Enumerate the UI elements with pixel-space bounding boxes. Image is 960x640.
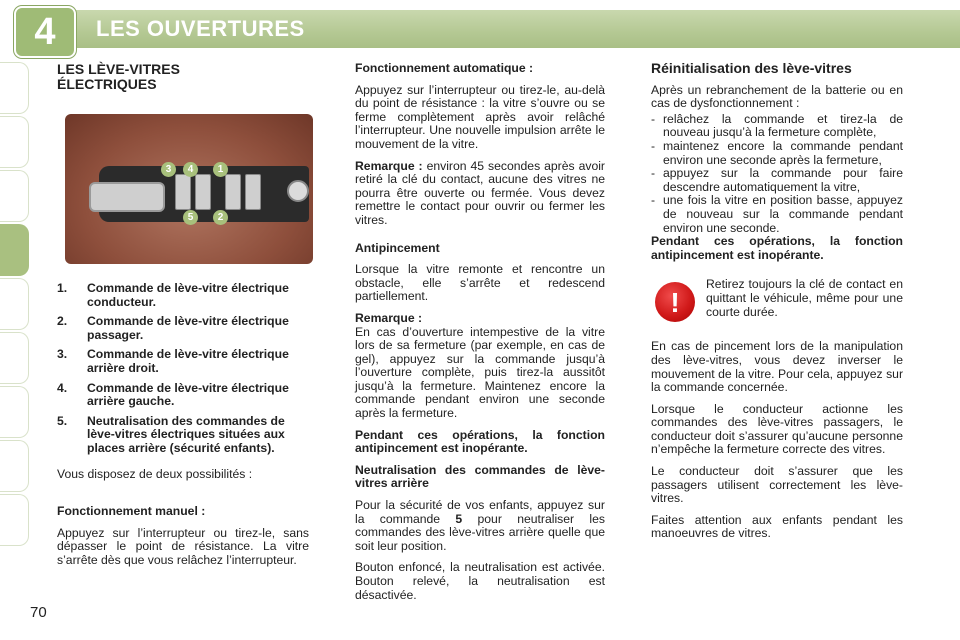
column-right bbox=[651, 62, 903, 541]
reinit-title: Réinitialisation des lève-vitres bbox=[651, 60, 852, 76]
manual-text: Appuyez sur l’interrupteur ou tirez-le, sans dépasser le point de résistance. La vitre s’arrête dès que vous relâchez l’interrupteur. bbox=[57, 525, 309, 567]
remark2-label: Remarque : bbox=[355, 310, 423, 325]
door-handle bbox=[89, 182, 165, 212]
column-left bbox=[57, 62, 309, 568]
intro-text: Vous disposez de deux possibilités : bbox=[57, 466, 253, 481]
warning-text: Retirez toujours la clé de contact en quittant le véhicule, même pour une courte durée. bbox=[706, 277, 903, 319]
window-switch-photo bbox=[65, 114, 313, 264]
para-pinch: En cas de pincement lors de la manipulation des lève-vitres, vous devez inverser le mouvement de la vitre. Pour cela, appuyez sur la commande concernée. bbox=[651, 339, 903, 395]
switch-3 bbox=[175, 174, 191, 210]
side-tab-3[interactable] bbox=[0, 170, 29, 222]
photo-marker: 4 bbox=[183, 162, 198, 177]
list-item: 5. Neutralisation des commandes de lève-vitres électriques situées aux places arrière (sécurité enfants). bbox=[57, 413, 285, 455]
anti-text: Lorsque la vitre remonte et rencontre un obstacle, elle s’arrête et redescend partiellement. bbox=[355, 262, 605, 304]
side-tab-8[interactable] bbox=[0, 440, 29, 492]
side-tab-9[interactable] bbox=[0, 494, 29, 546]
remark1: Remarque : environ 45 secondes après avoir retiré la clé du contact, aucune des vitres ne pourra être ouverte ou fermée. Vous devez remettre le contact pour ouvrir ou fermer les vitres. bbox=[355, 158, 605, 227]
list-item: - maintenez encore la commande pendant environ une seconde après la fermeture, bbox=[651, 140, 903, 167]
side-tab-1[interactable] bbox=[0, 62, 29, 114]
reinit-intro: Après un rebranchement de la batterie ou en cas de dysfonctionnement : bbox=[651, 82, 903, 111]
side-tab-5[interactable] bbox=[0, 278, 29, 330]
section-title-window-lifts bbox=[57, 62, 309, 92]
photo-marker: 1 bbox=[213, 162, 228, 177]
photo-marker: 3 bbox=[161, 162, 176, 177]
para-driver: Lorsque le conducteur actionne les commandes des lève-vitres passagers, le conducteur doit s’assurer qu’aucune personne n’empêche la fermeture correcte des vitres. bbox=[651, 401, 903, 457]
para-children: Faites attention aux enfants pendant les manoeuvres de vitres. bbox=[651, 512, 903, 541]
list-item: - une fois la vitre en position basse, appuyez de nouveau sur la commande pendant environ une seconde. bbox=[651, 194, 903, 235]
section-title-line1: LES LÈVE-VITRES bbox=[57, 61, 180, 77]
side-tab-6[interactable] bbox=[0, 332, 29, 384]
reinit-inop-note: Pendant ces opérations, la fonction antipincement est inopérante. bbox=[651, 234, 903, 262]
auto-title: Fonctionnement automatique : bbox=[355, 61, 534, 75]
photo-marker: 2 bbox=[213, 210, 228, 225]
neutral-text: Pour la sécurité de vos enfants, appuyez sur la commande 5 pour neutraliser les commandes des lève-vitres arrière quelle que soit leur position. bbox=[355, 498, 605, 553]
list-item: 3. Commande de lève-vitre électrique arrière droit. bbox=[57, 347, 289, 375]
page-number: 70 bbox=[30, 604, 47, 621]
auto-text: Appuyez sur l’interrupteur ou tirez-le, au-delà du point de résistance : la vitre s’ouvre ou se ferme complètement après avoir relâché l’interrupteur. Une nouvelle impulsion arrête le mouvement de la vitre. bbox=[355, 82, 605, 151]
mirror-knob bbox=[287, 180, 309, 202]
controls-list bbox=[57, 282, 309, 456]
list-item: 1. Commande de lève-vitre électrique conducteur. bbox=[57, 281, 289, 309]
list-item: - appuyez sur la commande pour faire descendre automatiquement la vitre, bbox=[651, 167, 903, 194]
side-tab-2[interactable] bbox=[0, 116, 29, 168]
switch-2 bbox=[245, 174, 261, 210]
list-item: 2. Commande de lève-vitre électrique passager. bbox=[57, 314, 289, 342]
side-tabs bbox=[0, 62, 34, 582]
reinit-steps bbox=[651, 113, 903, 235]
chapter-badge bbox=[14, 6, 76, 58]
neutral-text2: Bouton enfoncé, la neutralisation est activée. Bouton relevé, la neutralisation est désactivée. bbox=[355, 560, 605, 602]
switch-4 bbox=[195, 174, 211, 210]
exclamation-icon: ! bbox=[655, 282, 695, 322]
para-passengers: Le conducteur doit s’assurer que les passagers utilisent correctement les lève-vitres. bbox=[651, 464, 903, 506]
manual-title: Fonctionnement manuel : bbox=[57, 504, 206, 519]
side-tab-7[interactable] bbox=[0, 386, 29, 438]
chapter-number: 4 bbox=[34, 11, 56, 53]
header-bar bbox=[0, 0, 960, 58]
photo-marker: 5 bbox=[183, 210, 198, 225]
list-item: 4. Commande de lève-vitre électrique arrière gauche. bbox=[57, 380, 289, 409]
switch-1 bbox=[225, 174, 241, 210]
list-item: - relâchez la commande et tirez-la de nouveau jusqu’à la fermeture complète, bbox=[651, 113, 903, 140]
remark2-text: En cas d’ouverture intempestive de la vitre lors de sa fermeture (par exemple, en cas de gel), appuyez sur la commande jusqu’à l’ouverture complète, puis tirez-la aussitôt jusqu’à la fermeture. Maintenez encore la commande pendant environ une seconde après la fermeture. bbox=[355, 324, 605, 421]
warning-box bbox=[651, 278, 903, 336]
inop-note: Pendant ces opérations, la fonction antipincement est inopérante. bbox=[355, 427, 605, 456]
anti-title: Antipincement bbox=[355, 240, 440, 255]
neutral-title: Neutralisation des commandes de lève-vitres arrière bbox=[355, 462, 605, 491]
chapter-title: LES OUVERTURES bbox=[96, 16, 305, 41]
column-middle bbox=[355, 62, 605, 602]
side-tab-4[interactable] bbox=[0, 224, 29, 276]
section-title-line2: ÉLECTRIQUES bbox=[57, 76, 157, 92]
